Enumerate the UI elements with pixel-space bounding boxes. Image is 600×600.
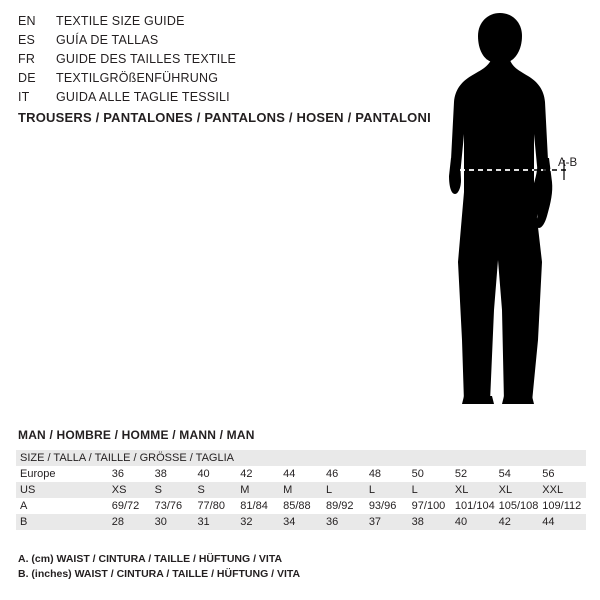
language-row [18, 14, 398, 33]
language-code: EN [18, 14, 36, 28]
table-cell: 44 [283, 468, 296, 480]
table-cell: S [155, 482, 198, 498]
table-cell: 73/76 [154, 500, 183, 512]
table-row [16, 514, 586, 530]
trousers-silhouette-figure [420, 10, 595, 410]
table-cell: 36 [326, 514, 369, 530]
table-cell: 42 [240, 468, 253, 480]
table-row-label: SIZE / TALLA / TAILLE / GRÖSSE / TAGLIA [16, 450, 586, 466]
table-cell: 105/108 [498, 500, 539, 512]
language-code: ES [18, 33, 36, 47]
table-group-title: MAN / HOMBRE / HOMME / MANN / MAN [18, 428, 255, 442]
table-row-label: Europe [20, 468, 56, 480]
language-row [18, 52, 398, 71]
table-cell: 32 [240, 514, 283, 530]
language-text: TEXTILGRÖßENFÜHRUNG [56, 71, 219, 85]
footnote-a: A. (cm) WAIST / CINTURA / TAILLE / HÜFTUNG / VITA [18, 553, 283, 565]
table-row-label: A [20, 500, 28, 512]
measure-label-ab: A-B [558, 157, 578, 169]
table-row [16, 482, 586, 498]
language-code: IT [18, 90, 30, 104]
language-text: GUÍA DE TALLAS [56, 33, 159, 47]
table-cell: 97/100 [411, 500, 446, 512]
table-cell: 46 [325, 468, 339, 480]
table-cell: 31 [197, 514, 240, 530]
language-list [18, 14, 398, 109]
table-cell: M [240, 482, 283, 498]
language-row [18, 90, 398, 109]
table-cell: 36 [111, 468, 124, 480]
table-cell: 93/96 [368, 500, 397, 512]
table-cell: XL [499, 482, 543, 498]
table-cell: 34 [283, 514, 326, 530]
table-cell: 37 [369, 514, 412, 530]
table-cell: 28 [112, 514, 155, 530]
footnote-b: B. (inches) WAIST / CINTURA / TAILLE / HÜFTUNG / VITA [18, 568, 301, 580]
table-cell: 81/84 [240, 500, 268, 512]
table-cell: 38 [412, 514, 455, 530]
language-row [18, 71, 398, 90]
table-cell: M [283, 482, 326, 498]
table-cell: 30 [155, 514, 198, 530]
language-code: DE [18, 71, 36, 85]
table-cell: 48 [368, 468, 382, 480]
table-row-label: B [16, 514, 112, 530]
table-cell: L [326, 482, 369, 498]
table-cell: S [197, 482, 240, 498]
table-cell: 54 [498, 468, 511, 480]
table-cell: 89/92 [325, 500, 354, 512]
table-cell: 40 [197, 468, 210, 480]
footnotes [18, 552, 300, 582]
table-row [16, 498, 586, 514]
table-cell: 38 [154, 468, 167, 480]
table-cell: 69/72 [111, 500, 140, 512]
table-cell: 40 [455, 514, 499, 530]
table-cell: 52 [454, 468, 468, 480]
table-cell: 101/104 [454, 500, 495, 512]
section-title: TROUSERS / PANTALONES / PANTALONS / HOSEN / PANTALONI [18, 110, 431, 125]
table-cell: XS [112, 482, 155, 498]
table-cell: 77/80 [197, 500, 225, 512]
table-cell: 42 [499, 514, 543, 530]
table-cell: L [412, 482, 455, 498]
table-row-label: US [16, 482, 112, 498]
language-text: GUIDA ALLE TAGLIE TESSILI [56, 90, 230, 104]
table-cell: 44 [542, 514, 586, 530]
language-row [18, 33, 398, 52]
table-cell: XXL [542, 482, 586, 498]
size-table [16, 450, 586, 530]
language-code: FR [18, 52, 36, 66]
table-cell: 56 [542, 468, 555, 480]
silhouette-icon [420, 10, 595, 410]
table-row [16, 450, 586, 466]
table-row [16, 466, 586, 482]
table-cell: 109/112 [542, 500, 582, 512]
table-cell: 50 [411, 468, 424, 480]
table-cell: XL [455, 482, 499, 498]
table-cell: 85/88 [283, 500, 311, 512]
table-cell: L [369, 482, 412, 498]
language-text: GUIDE DES TAILLES TEXTILE [56, 52, 237, 66]
language-text: TEXTILE SIZE GUIDE [56, 14, 185, 28]
